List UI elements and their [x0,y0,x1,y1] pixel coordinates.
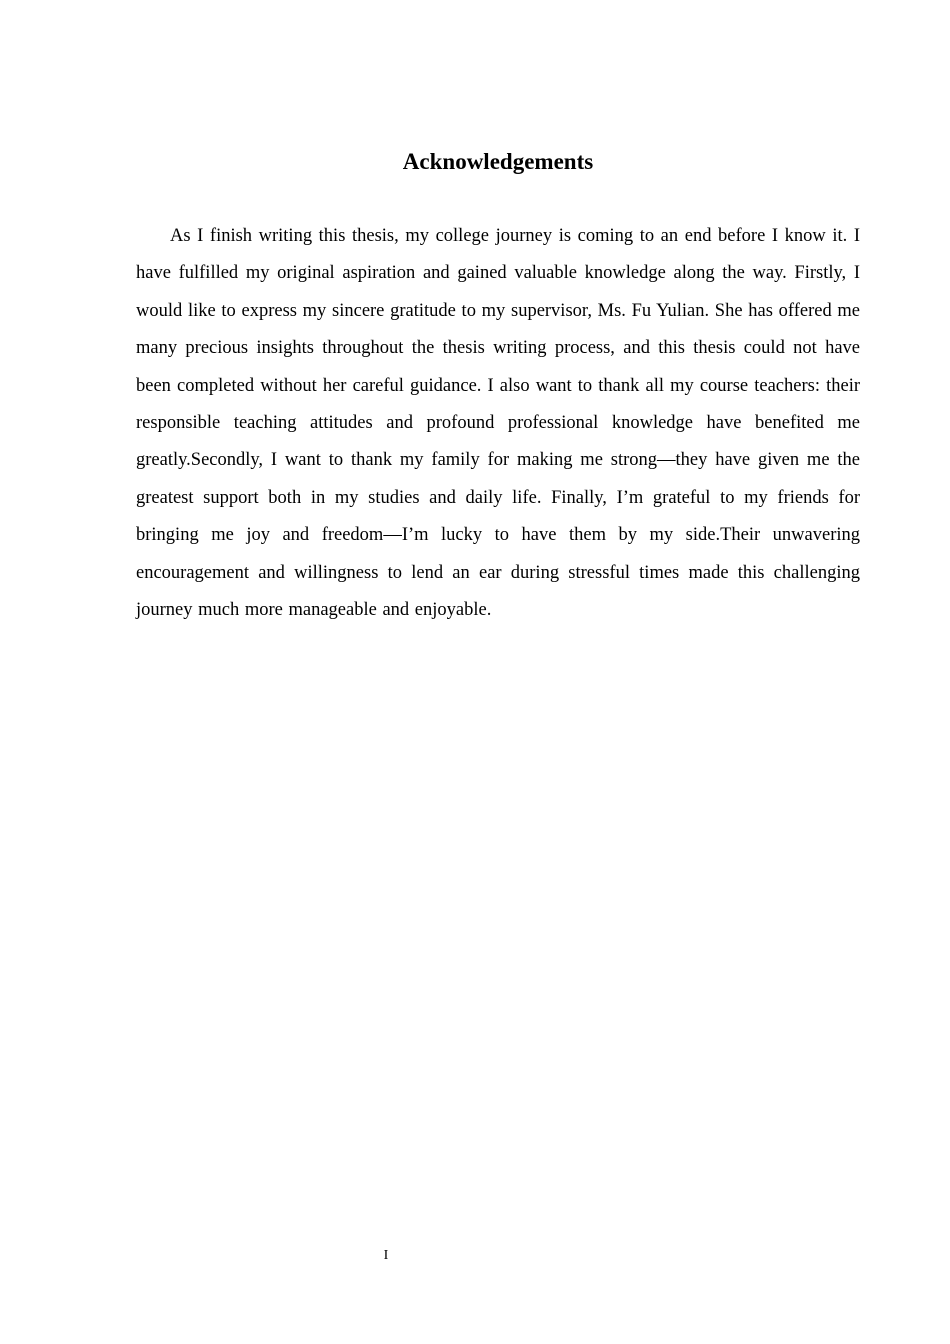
page-title: Acknowledgements [402,149,594,174]
page-number: I [383,1248,389,1263]
acknowledgement-paragraph: As I finish writing this thesis, my college journey is coming to an end before I know it. I have fulfilled my original aspiration and gained valuable knowledge along the way. Firstly, I would like to express my sincere gratitude to my supervisor, Ms. Fu Yulian. She has offered me many precious insights throughout the thesis writing process, and this thesis could not have been completed without her careful guidance. I also want to thank all my course teachers: their responsible teaching attitudes and profound professional knowledge have benefited me greatly.Secondly, I want to thank my family for making me strong—they have given me the greatest support both in my studies and daily life. Finally, I’m grateful to my friends for bringing me joy and freedom—I’m lucky to have them by my side.Their unwavering encouragement and willingness to lend an ear during stressful times made this challenging journey much more manageable and enjoyable. [136,226,860,621]
